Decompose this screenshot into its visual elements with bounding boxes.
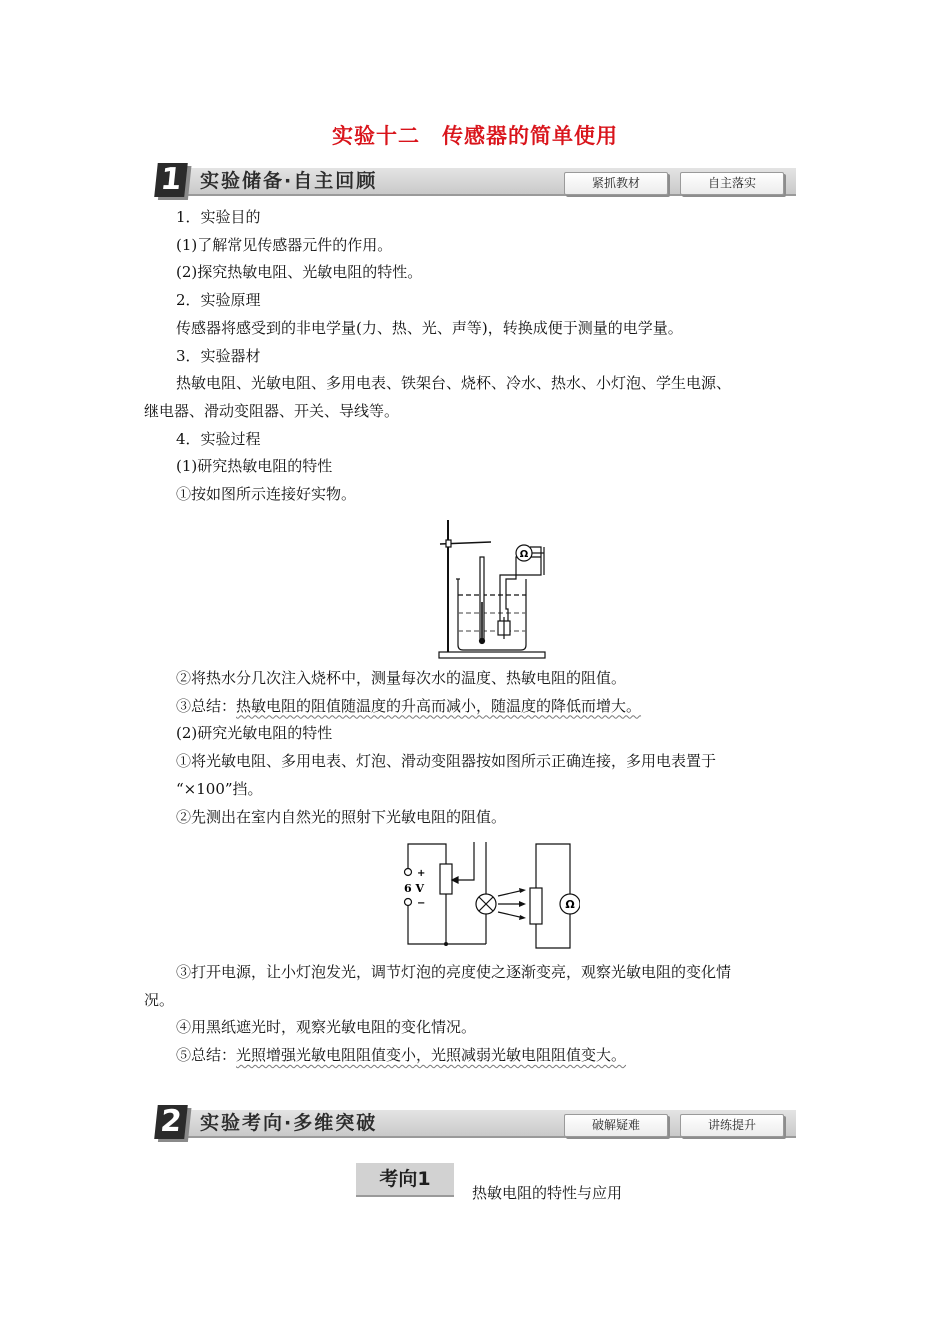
text-line: ④用黑纸遮光时，观察光敏电阻的变化情况。 xyxy=(176,1018,477,1037)
banner-title: 实验考向·多维突破 xyxy=(200,1112,378,1134)
banner-number: 2 xyxy=(154,1105,188,1139)
banner-tag-difficulties: 破解疑难 xyxy=(564,1114,668,1137)
terminal-positive-icon xyxy=(405,869,412,876)
text-line: (1)研究热敏电阻的特性 xyxy=(176,457,333,476)
photoresistor-circuit-figure xyxy=(398,838,580,950)
section1-content xyxy=(144,204,809,509)
section3-content xyxy=(144,959,809,1070)
summary-emphasis: 热敏电阻的阻值随温度的升高而减小，随温度的降低而增大。 xyxy=(236,696,642,715)
text-line: 4．实验过程 xyxy=(176,429,261,448)
text-line: (1)了解常见传感器元件的作用。 xyxy=(176,235,393,254)
terminal-negative-icon xyxy=(405,899,412,906)
ohm-symbol: Ω xyxy=(565,898,575,911)
text-line: (2)研究光敏电阻的特性 xyxy=(176,724,333,743)
text-line: ②先测出在室内自然光的照射下光敏电阻的阻值。 xyxy=(176,807,507,826)
text-line: 1．实验目的 xyxy=(176,208,261,226)
text-line: ③打开电源，让小灯泡发光，调节灯泡的亮度使之逐渐变亮，观察光敏电阻的变化情 xyxy=(176,963,732,981)
text-line: (2)探究热敏电阻、光敏电阻的特性。 xyxy=(176,263,423,282)
banner-number: 1 xyxy=(154,163,188,197)
text-line: ①按如图所示连接好实物。 xyxy=(176,485,357,504)
text-line: 传感器将感受到的非电学量(力、热、光、声等)，转换成便于测量的电学量。 xyxy=(176,318,683,337)
text-line: 2．实验原理 xyxy=(176,291,261,310)
section2-content xyxy=(144,665,809,831)
banner-tag-self-study: 自主落实 xyxy=(680,172,784,195)
text-line: ②将热水分几次注入烧杯中，测量每次水的温度、热敏电阻的阻值。 xyxy=(176,669,627,687)
banner-tag-practice: 讲练提升 xyxy=(680,1114,784,1137)
positive-label: + xyxy=(417,868,426,879)
summary-prefix: ③总结： xyxy=(176,696,237,715)
text-line: 况。 xyxy=(144,990,175,1009)
text-line xyxy=(144,693,809,721)
text-line: ①将光敏电阻、多用电表、灯泡、滑动变阻器按如图所示正确连接，多用电表置于 xyxy=(176,752,717,771)
kaoxiang-title: 热敏电阻的特性与应用 xyxy=(472,1184,623,1202)
ohm-symbol: Ω xyxy=(519,549,529,560)
summary-emphasis: 光照增强光敏电阻阻值变小，光照减弱光敏电阻阻值变大。 xyxy=(236,1046,627,1065)
text-line xyxy=(144,1042,809,1070)
voltage-label: 6 V xyxy=(404,882,425,895)
banner-title: 实验储备·自主回顾 xyxy=(200,170,378,192)
text-line: 3．实验器材 xyxy=(176,346,261,365)
text-line: “×100”挡。 xyxy=(176,779,263,798)
negative-label: − xyxy=(417,898,426,909)
kaoxiang-label: 考向1 xyxy=(356,1163,454,1197)
text-line: 继电器、滑动变阻器、开关、导线等。 xyxy=(144,401,400,420)
section-banner-2 xyxy=(156,1105,796,1143)
thermistor-experiment-figure xyxy=(436,517,550,663)
text-line: 热敏电阻、光敏电阻、多用电表、铁架台、烧杯、冷水、热水、小灯泡、学生电源、 xyxy=(176,374,732,393)
section-banner-1 xyxy=(156,163,796,201)
banner-tag-textbook: 紧抓教材 xyxy=(564,172,668,195)
page-title: 实验十二 传感器的简单使用 xyxy=(332,124,618,148)
summary-prefix: ⑤总结： xyxy=(176,1046,237,1065)
